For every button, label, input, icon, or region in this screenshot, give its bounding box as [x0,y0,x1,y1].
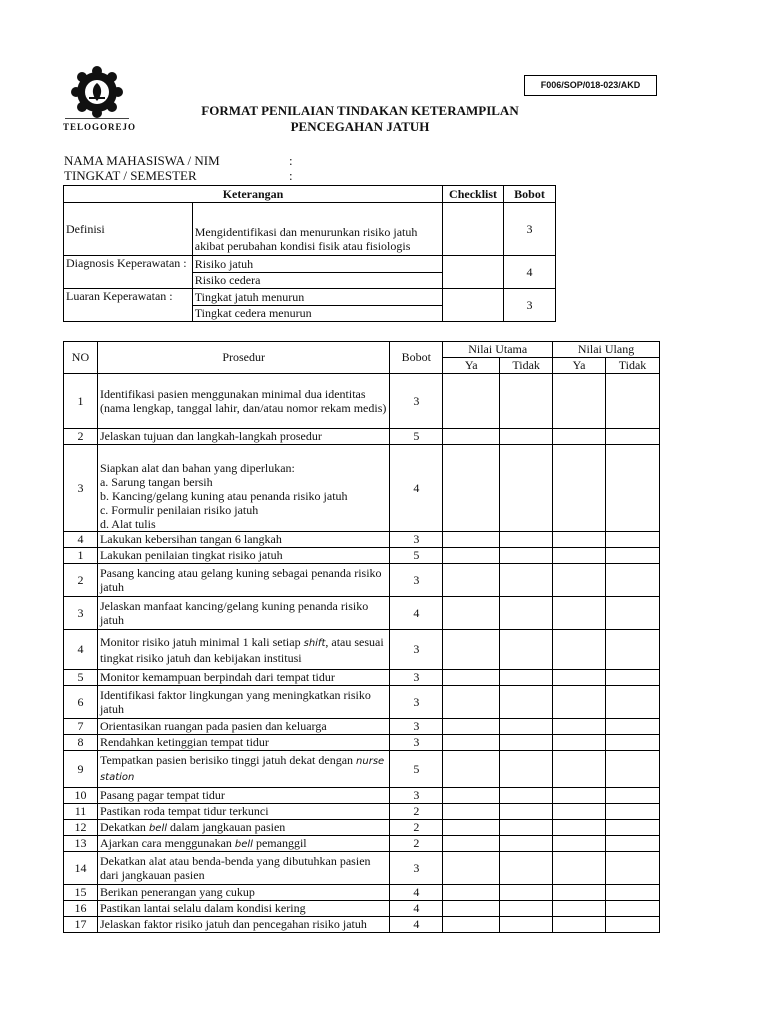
score-cell[interactable] [606,751,660,788]
score-cell[interactable] [553,719,606,735]
row-text: Lakukan kebersihan tangan 6 langkah [97,532,389,548]
table-row [64,836,660,852]
score-cell[interactable] [443,735,500,751]
page-title: FORMAT PENILAIAN TINDAKAN KETERAMPILAN [201,103,519,118]
score-cell[interactable] [606,630,660,670]
score-cell[interactable] [500,670,553,686]
luaran-label: Luaran Keperawatan : [64,289,193,322]
table-row [64,429,660,445]
score-cell[interactable] [443,429,500,445]
row-no: 3 [64,597,98,630]
luaran-checklist[interactable] [443,289,504,322]
keterangan-table [63,185,556,322]
score-cell[interactable] [443,917,500,933]
score-cell[interactable] [443,836,500,852]
row-no: 1 [64,548,98,564]
score-cell[interactable] [500,548,553,564]
score-cell[interactable] [500,597,553,630]
table-row [64,820,660,836]
row-no: 13 [64,836,98,852]
row-bobot: 5 [390,548,443,564]
row-bobot: 4 [390,901,443,917]
score-cell[interactable] [500,719,553,735]
row-text: Siapkan alat dan bahan yang diperlukan: [99,461,295,475]
row-text: Jelaskan tujuan dan langkah-langkah prosedur [97,429,389,445]
score-cell[interactable] [606,445,660,532]
definisi-label: Definisi [64,203,193,256]
score-cell[interactable] [553,548,606,564]
header-bobot: Bobot [504,186,556,203]
score-cell[interactable] [500,751,553,788]
row-bobot: 3 [390,374,443,429]
table-row [64,630,660,670]
table-row [64,788,660,804]
score-cell[interactable] [500,735,553,751]
row-text: Berikan penerangan yang cukup [97,885,389,901]
row-no: 14 [64,852,98,885]
score-cell[interactable] [500,788,553,804]
row-bobot: 5 [390,751,443,788]
score-cell[interactable] [606,564,660,597]
score-cell[interactable] [553,820,606,836]
row-no: 11 [64,804,98,820]
score-cell[interactable] [500,820,553,836]
table-row [64,374,660,429]
row-bobot: 3 [390,630,443,670]
logo-text: TELOGOREJO [63,122,137,132]
header-tidak: Tidak [606,358,660,374]
row-text: Lakukan penilaian tingkat risiko jatuh [97,548,389,564]
score-cell[interactable] [443,670,500,686]
score-cell[interactable] [553,885,606,901]
score-cell[interactable] [606,374,660,429]
row-no: 1 [64,374,98,429]
table-row [64,885,660,901]
header-no: NO [64,342,98,374]
score-cell[interactable] [443,630,500,670]
score-cell[interactable] [606,429,660,445]
luaran-item: Tingkat jatuh menurun [192,289,442,306]
score-cell[interactable] [500,686,553,719]
row-no: 16 [64,901,98,917]
row-bobot: 3 [390,735,443,751]
score-cell[interactable] [606,548,660,564]
score-cell[interactable] [500,852,553,885]
procedure-table [63,341,660,933]
row-text: Dekatkan alat atau benda-benda yang dibutuhkan pasien dari jangkauan pasien [97,852,389,885]
score-cell[interactable] [606,836,660,852]
table-row [64,804,660,820]
row-subitem: b. Kancing/gelang kuning atau penanda risiko jatuh [99,489,348,503]
row-no: 2 [64,564,98,597]
score-cell[interactable] [500,445,553,532]
row-bobot: 4 [390,445,443,532]
score-cell[interactable] [553,735,606,751]
table-row [64,532,660,548]
score-cell[interactable] [606,735,660,751]
score-cell[interactable] [443,885,500,901]
row-no: 10 [64,788,98,804]
row-bobot: 2 [390,820,443,836]
score-cell[interactable] [500,630,553,670]
row-bobot: 2 [390,804,443,820]
table-row [64,917,660,933]
luaran-item: Tingkat cedera menurun [192,306,442,322]
score-cell[interactable] [553,852,606,885]
score-cell[interactable] [500,901,553,917]
row-no: 4 [64,630,98,670]
luaran-bobot: 3 [504,289,556,322]
tingkat-colon: : [289,168,293,183]
header-bobot: Bobot [390,342,443,374]
row-no: 2 [64,429,98,445]
score-cell[interactable] [553,445,606,532]
score-cell[interactable] [443,686,500,719]
row-subitem: c. Formulir penilaian risiko jatuh [99,503,259,517]
score-cell[interactable] [443,597,500,630]
row-bobot: 4 [390,917,443,933]
score-cell[interactable] [553,686,606,719]
score-cell[interactable] [553,917,606,933]
score-cell[interactable] [500,564,553,597]
table-row [64,686,660,719]
score-cell[interactable] [443,820,500,836]
row-bobot: 3 [390,670,443,686]
row-no: 9 [64,751,98,788]
table-row [64,901,660,917]
header-nilai-ulang: Nilai Ulang [553,342,660,358]
page-subtitle: PENCEGAHAN JATUH [290,119,430,134]
row-bobot: 5 [390,429,443,445]
score-cell[interactable] [443,751,500,788]
document-code: F006/SOP/018-023/AKD [524,75,657,96]
table-row [64,597,660,630]
row-bobot: 3 [390,564,443,597]
header-keterangan: Keterangan [64,186,443,203]
score-cell[interactable] [606,670,660,686]
score-cell[interactable] [500,885,553,901]
score-cell[interactable] [500,374,553,429]
diagnosis-item: Risiko jatuh [192,256,442,273]
table-row [64,751,660,788]
row-no: 15 [64,885,98,901]
score-cell[interactable] [606,686,660,719]
score-cell[interactable] [500,532,553,548]
score-cell[interactable] [500,429,553,445]
score-cell[interactable] [606,901,660,917]
row-text: Monitor risiko jatuh minimal 1 kali setiap shift, atau sesuai tingkat risiko jatuh dan kebijakan institusi [97,630,389,670]
row-text: Pasang pagar tempat tidur [97,788,389,804]
header-tidak: Tidak [500,358,553,374]
score-cell[interactable] [443,788,500,804]
score-cell[interactable] [500,917,553,933]
score-cell[interactable] [553,630,606,670]
score-cell[interactable] [553,597,606,630]
score-cell[interactable] [443,901,500,917]
header-checklist: Checklist [443,186,504,203]
row-text: Orientasikan ruangan pada pasien dan keluarga [97,719,389,735]
row-no: 4 [64,532,98,548]
score-cell[interactable] [553,804,606,820]
row-bobot: 3 [390,852,443,885]
score-cell[interactable] [553,374,606,429]
row-no: 12 [64,820,98,836]
table-row [64,548,660,564]
score-cell[interactable] [500,804,553,820]
row-no: 8 [64,735,98,751]
table-row [64,735,660,751]
table-row [64,445,660,532]
score-cell[interactable] [553,751,606,788]
score-cell[interactable] [606,597,660,630]
score-cell[interactable] [553,836,606,852]
score-cell[interactable] [606,532,660,548]
score-cell[interactable] [553,788,606,804]
row-subitem: a. Sarung tangan bersih [99,475,213,489]
row-text: Pastikan lantai selalu dalam kondisi kering [97,901,389,917]
row-no: 7 [64,719,98,735]
score-cell[interactable] [553,532,606,548]
diagnosis-checklist[interactable] [443,256,504,289]
row-bobot: 3 [390,686,443,719]
diagnosis-bobot: 4 [504,256,556,289]
row-no: 17 [64,917,98,933]
header-ya: Ya [443,358,500,374]
score-cell[interactable] [553,901,606,917]
definisi-text: Mengidentifikasi dan menurunkan risiko jatuh akibat perubahan kondisi fisik atau fisiologis [192,203,442,256]
row-text: Pasang kancing atau gelang kuning sebagai penanda risiko jatuh [97,564,389,597]
score-cell[interactable] [606,852,660,885]
row-bobot: 3 [390,788,443,804]
nama-field [64,153,293,169]
nama-colon: : [289,153,293,168]
score-cell[interactable] [500,836,553,852]
tingkat-label: TINGKAT / SEMESTER [64,168,197,183]
row-bobot: 4 [390,597,443,630]
definisi-bobot: 3 [504,203,556,256]
score-cell[interactable] [443,804,500,820]
score-cell[interactable] [606,804,660,820]
diagnosis-label: Diagnosis Keperawatan : [64,256,193,289]
table-row [64,564,660,597]
row-no: 6 [64,686,98,719]
header-prosedur: Prosedur [97,342,389,374]
institution-logo [63,66,137,134]
score-cell[interactable] [443,548,500,564]
row-bobot: 3 [390,532,443,548]
row-bobot: 2 [390,836,443,852]
row-text: Ajarkan cara menggunakan bell pemanggil [97,836,389,852]
row-text: Tempatkan pasien berisiko tinggi jatuh dekat dengan nurse station [97,751,389,788]
row-text: Pastikan roda tempat tidur terkunci [97,804,389,820]
score-cell[interactable] [443,532,500,548]
score-cell[interactable] [606,885,660,901]
definisi-checklist[interactable] [443,203,504,256]
row-no: 5 [64,670,98,686]
score-cell[interactable] [443,564,500,597]
table-row [64,670,660,686]
score-cell[interactable] [553,670,606,686]
row-text: Identifikasi pasien menggunakan minimal dua identitas (nama lengkap, tanggal lahir, dan/atau nomor rekam medis) [97,374,389,429]
score-cell[interactable] [606,917,660,933]
score-cell[interactable] [553,564,606,597]
row-text: Identifikasi faktor lingkungan yang meningkatkan risiko jatuh [97,686,389,719]
score-cell[interactable] [606,719,660,735]
score-cell[interactable] [443,374,500,429]
row-subitem: d. Alat tulis [99,517,156,531]
score-cell[interactable] [443,445,500,532]
score-cell[interactable] [553,429,606,445]
row-text: Jelaskan faktor risiko jatuh dan pencegahan risiko jatuh [97,917,389,933]
row-text: Dekatkan bell dalam jangkauan pasien [97,820,389,836]
nama-label: NAMA MAHASISWA / NIM [64,153,220,168]
score-cell[interactable] [606,788,660,804]
row-text: Jelaskan manfaat kancing/gelang kuning penanda risiko jatuh [97,597,389,630]
diagnosis-item: Risiko cedera [192,273,442,289]
score-cell[interactable] [443,852,500,885]
row-no: 3 [64,445,98,532]
table-row [64,719,660,735]
row-text: Monitor kemampuan berpindah dari tempat tidur [97,670,389,686]
row-text: Rendahkan ketinggian tempat tidur [97,735,389,751]
score-cell[interactable] [443,719,500,735]
score-cell[interactable] [606,820,660,836]
header-ya: Ya [553,358,606,374]
tingkat-field [64,168,293,184]
header-nilai-utama: Nilai Utama [443,342,553,358]
row-bobot: 3 [390,719,443,735]
table-row [64,852,660,885]
row-bobot: 4 [390,885,443,901]
